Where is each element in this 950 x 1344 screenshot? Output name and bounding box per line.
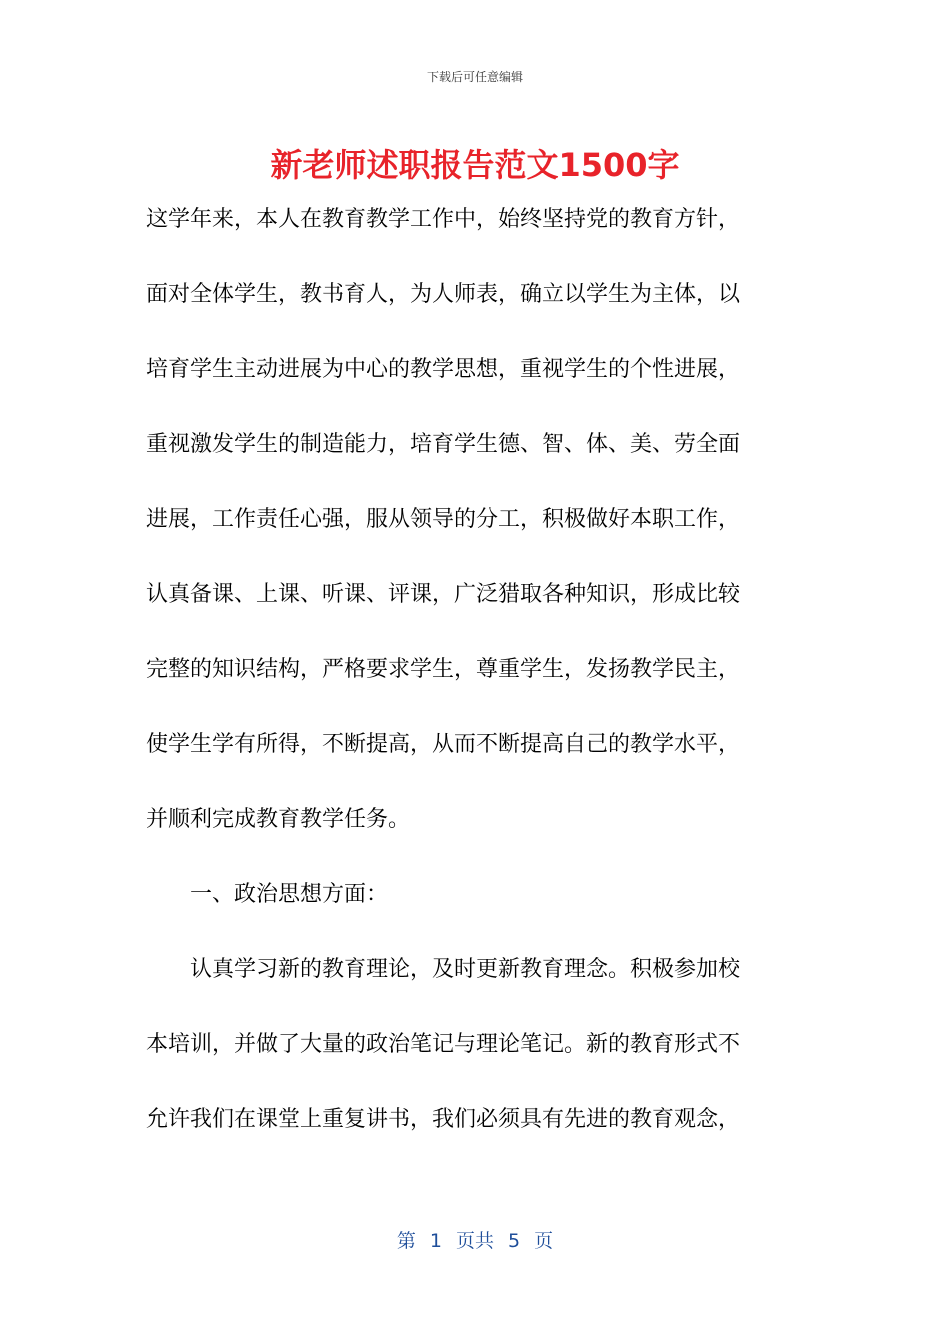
body-line: 并顺利完成教育教学任务。	[146, 807, 411, 832]
body-line: 面对全体学生，教书育人，为人师表，确立以学生为主体，以	[146, 282, 741, 307]
body-line: 认真备课、上课、听课、评课，广泛猎取各种知识，形成比较	[146, 582, 741, 607]
body-line: 认真学习新的教育理论，及时更新教育理念。积极参加校	[146, 957, 741, 982]
body-line: 本培训，并做了大量的政治笔记与理论笔记。新的教育形式不	[146, 1032, 741, 1057]
body-line: 培育学生主动进展为中心的教学思想，重视学生的个性进展，	[146, 357, 741, 382]
body-line: 允许我们在课堂上重复讲书，我们必须具有先进的教育观念，	[146, 1107, 741, 1132]
body-line: 完整的知识结构，严格要求学生，尊重学生，发扬教学民主，	[146, 657, 741, 682]
body-line: 进展，工作责任心强，服从领导的分工，积极做好本职工作，	[146, 507, 741, 532]
body-line: 重视激发学生的制造能力，培育学生德、智、体、美、劳全面	[146, 432, 741, 457]
page-number: 第 1 页共 5 页	[396, 1230, 554, 1252]
header-note: 下载后可任意编辑	[426, 70, 523, 84]
document-body	[146, 182, 806, 1157]
section-heading: 一、政治思想方面：	[146, 882, 389, 907]
body-line: 这学年来，本人在教育教学工作中，始终坚持党的教育方针，	[146, 207, 741, 232]
body-line: 使学生学有所得，不断提高，从而不断提高自己的教学水平，	[146, 732, 741, 757]
document-title: 新老师述职报告范文1500字	[270, 146, 680, 184]
